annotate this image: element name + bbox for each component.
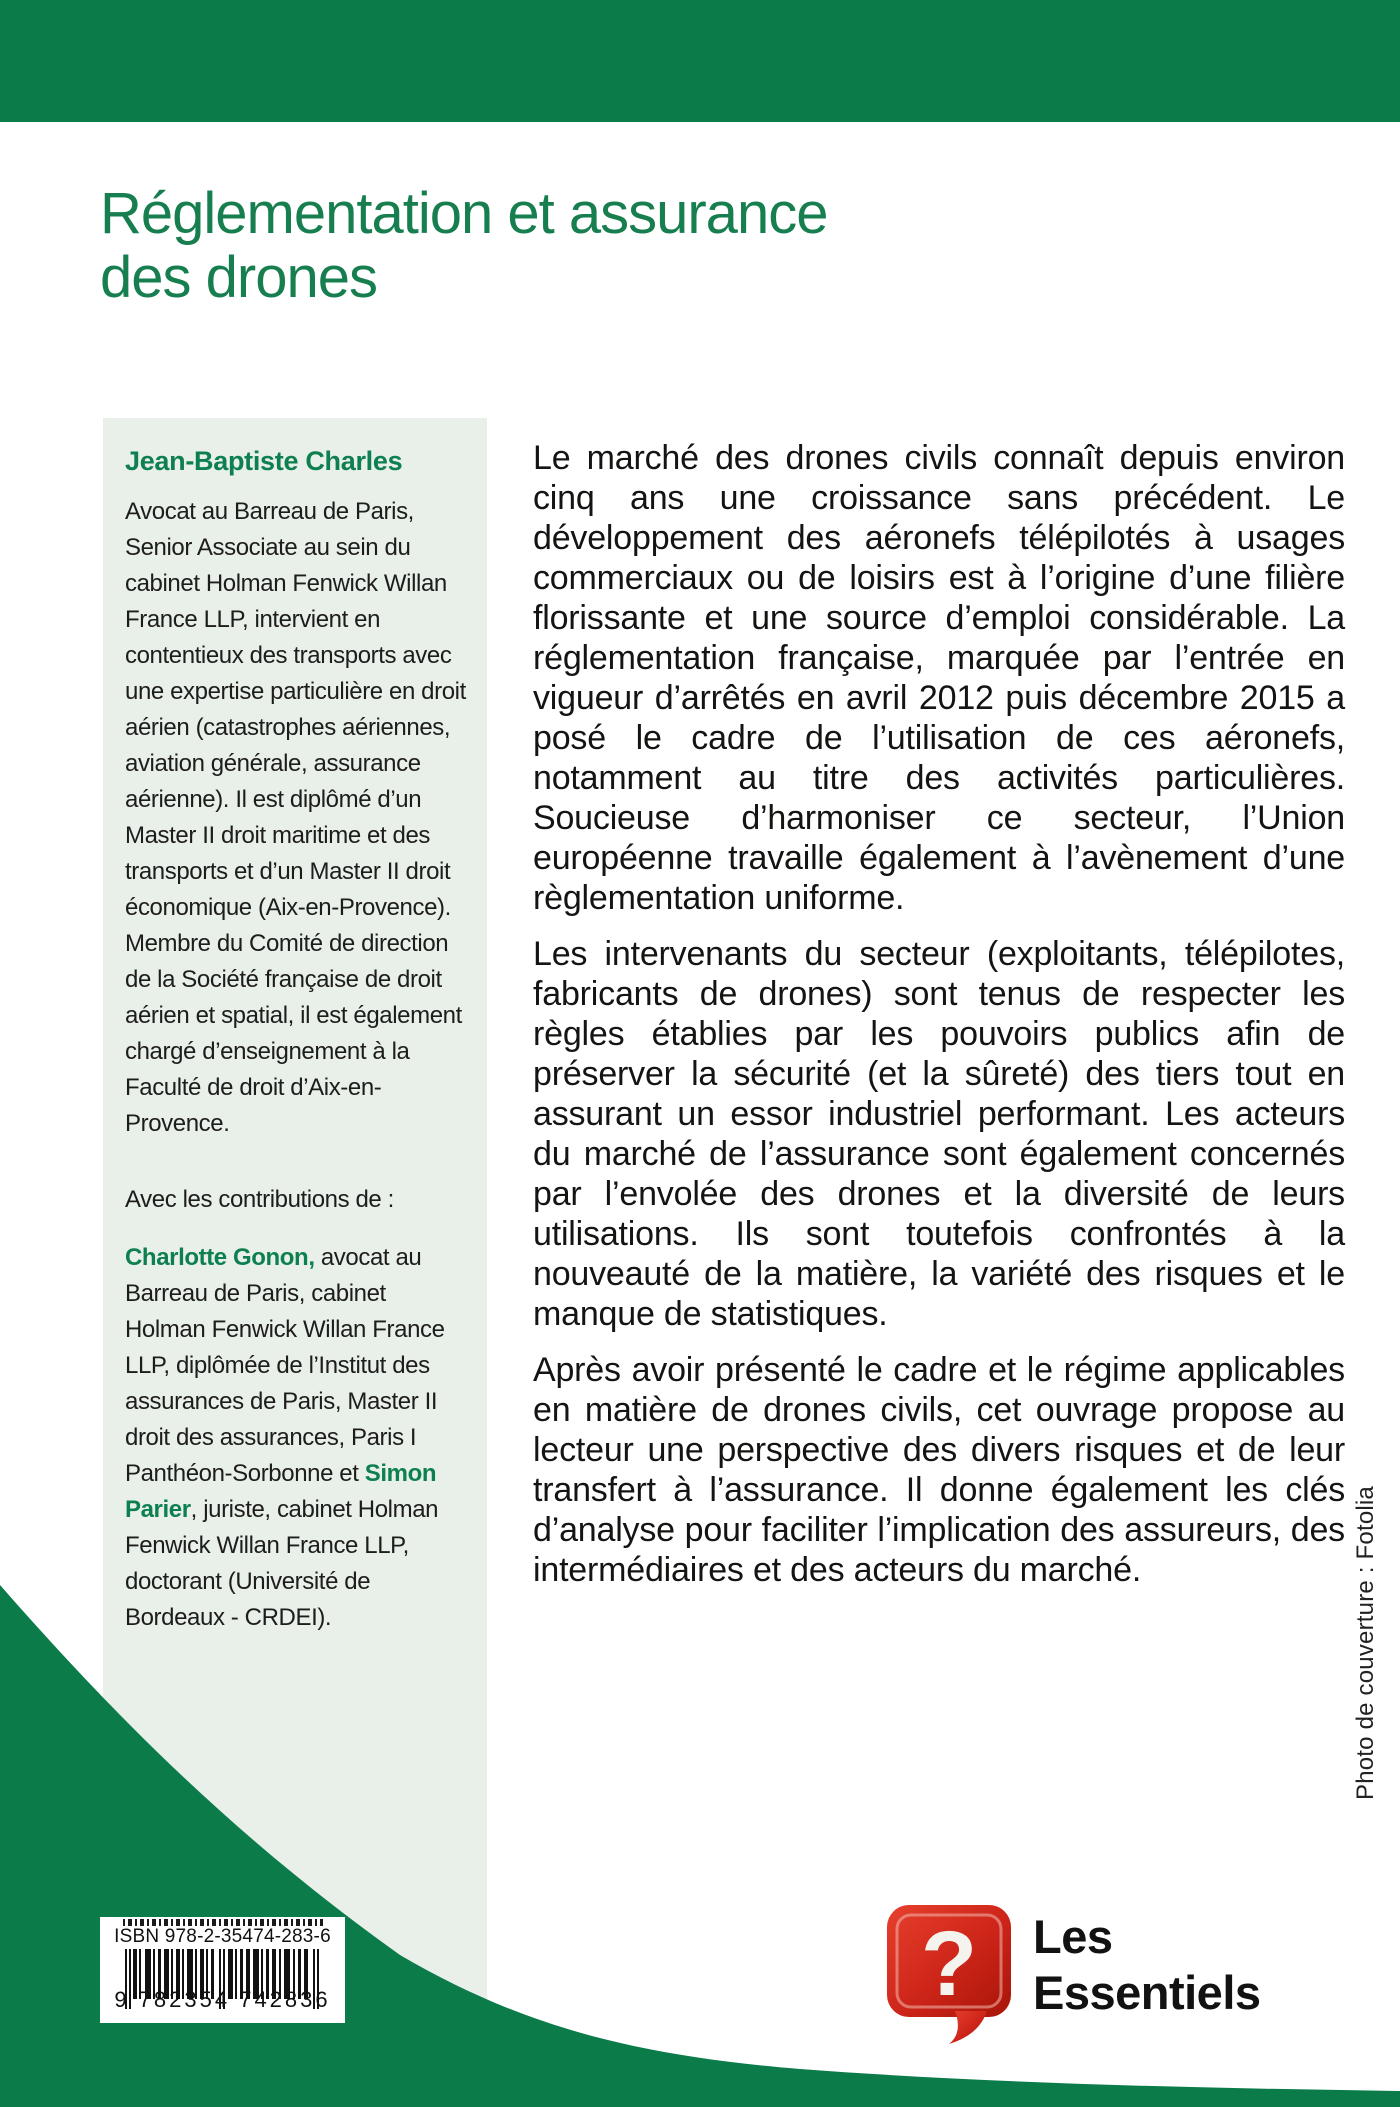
publisher-name-line1: Les [1033, 1910, 1113, 1963]
contributor-2-name: Simon Parier [125, 1460, 437, 1523]
publisher-name-line2: Essentiels [1033, 1966, 1261, 2019]
contributor-2-details: , juriste, cabinet Holman Fenwick Willan France LLP, doctorant (Université de Bordeaux - CRDEI). [125, 1496, 439, 1631]
contributions-intro: Avec les contributions de : [125, 1186, 394, 1213]
isbn-number: ISBN 978-2-35474-283-6 [114, 1926, 331, 1947]
barcode-clipped-text-row [123, 1919, 323, 1926]
author-bio-text: Avocat au Barreau de Paris, Senior Associate au sein du cabinet Holman Fenwick Willan France LLP, intervient en contentieux des transports avec une expertise particulière en droit aérien (catastrophes aériennes, aviation générale, assurance aérienne). Il est diplômé d’un Master II droit maritime et des transports et d’un Master II droit économique (Aix-en-Provence). Membre du Comité de direction de la Société française de droit aérien et spatial, il est également chargé d’enseignement à la Faculté de droit d’Aix-en-Provence. [125, 498, 466, 1137]
author-name: Jean-Baptiste Charles [125, 446, 403, 476]
ean-digits: 9 782354 742836 [114, 1987, 331, 2012]
book-title-line1: Réglementation et assurance [100, 181, 828, 246]
isbn-barcode-label [100, 1917, 345, 2023]
top-banner [0, 0, 1400, 122]
book-title [100, 182, 827, 310]
publisher-name [1033, 1909, 1261, 2021]
blurb-paragraph-2: Les intervenants du secteur (exploitants, télépilotes, fabricants de drones) sont tenus de respecter les règles établies par les pouvoirs publics afin de préserver la sécurité (et la sûreté) des tiers tout en assurant un essor industriel performant. Les acteurs du marché de l’assurance sont également concernés par l’envolée des drones et la diversité de leurs utilisations. Ils sont toutefois confrontés à la nouveauté de la matière, la variété des risques et le manque de statistiques. [533, 935, 1345, 1333]
publisher-logo [885, 1903, 1261, 2045]
contributor-1-name: Charlotte Gonon, [125, 1244, 315, 1271]
question-mark-bubble-icon [885, 1903, 1015, 2045]
back-cover-blurb [533, 438, 1345, 1606]
blurb-paragraph-1: Le marché des drones civils connaît depuis environ cinq ans une croissance sans précédent. Le développement des aéronefs télépilotés à usages commerciaux ou de loisirs est à l’origine d’une filière florissante et une source d’emploi considérable. La réglementation française, marquée par l’entrée en vigueur d’arrêtés en avril 2012 puis décembre 2015 a posé le cadre de l’utilisation de ces aéronefs, notamment au titre des activités particulières. Soucieuse d’harmoniser ce secteur, l’Union européenne travaille également à l’avènement d’une règlementation uniforme. [533, 439, 1345, 917]
blurb-paragraph-3: Après avoir présenté le cadre et le régime applicables en matière de drones civils, cet ouvrage propose au lecteur une perspective des divers risques et de leur transfert à l’assurance. Il donne également les clés d’analyse pour faciliter l’implication des assureurs, des intermédiaires et des acteurs du marché. [533, 1351, 1345, 1589]
book-title-line2: des drones [100, 245, 377, 310]
contributor-1-details: avocat au Barreau de Paris, cabinet Holman Fenwick Willan France LLP, diplômée de l’Institut des assurances de Paris, Master II droit des assurances, Paris I Panthéon-Sorbonne et [125, 1244, 445, 1487]
svg-text:?: ? [920, 1913, 978, 2015]
photo-credit: Photo de couverture : Fotolia [1352, 1486, 1379, 1800]
